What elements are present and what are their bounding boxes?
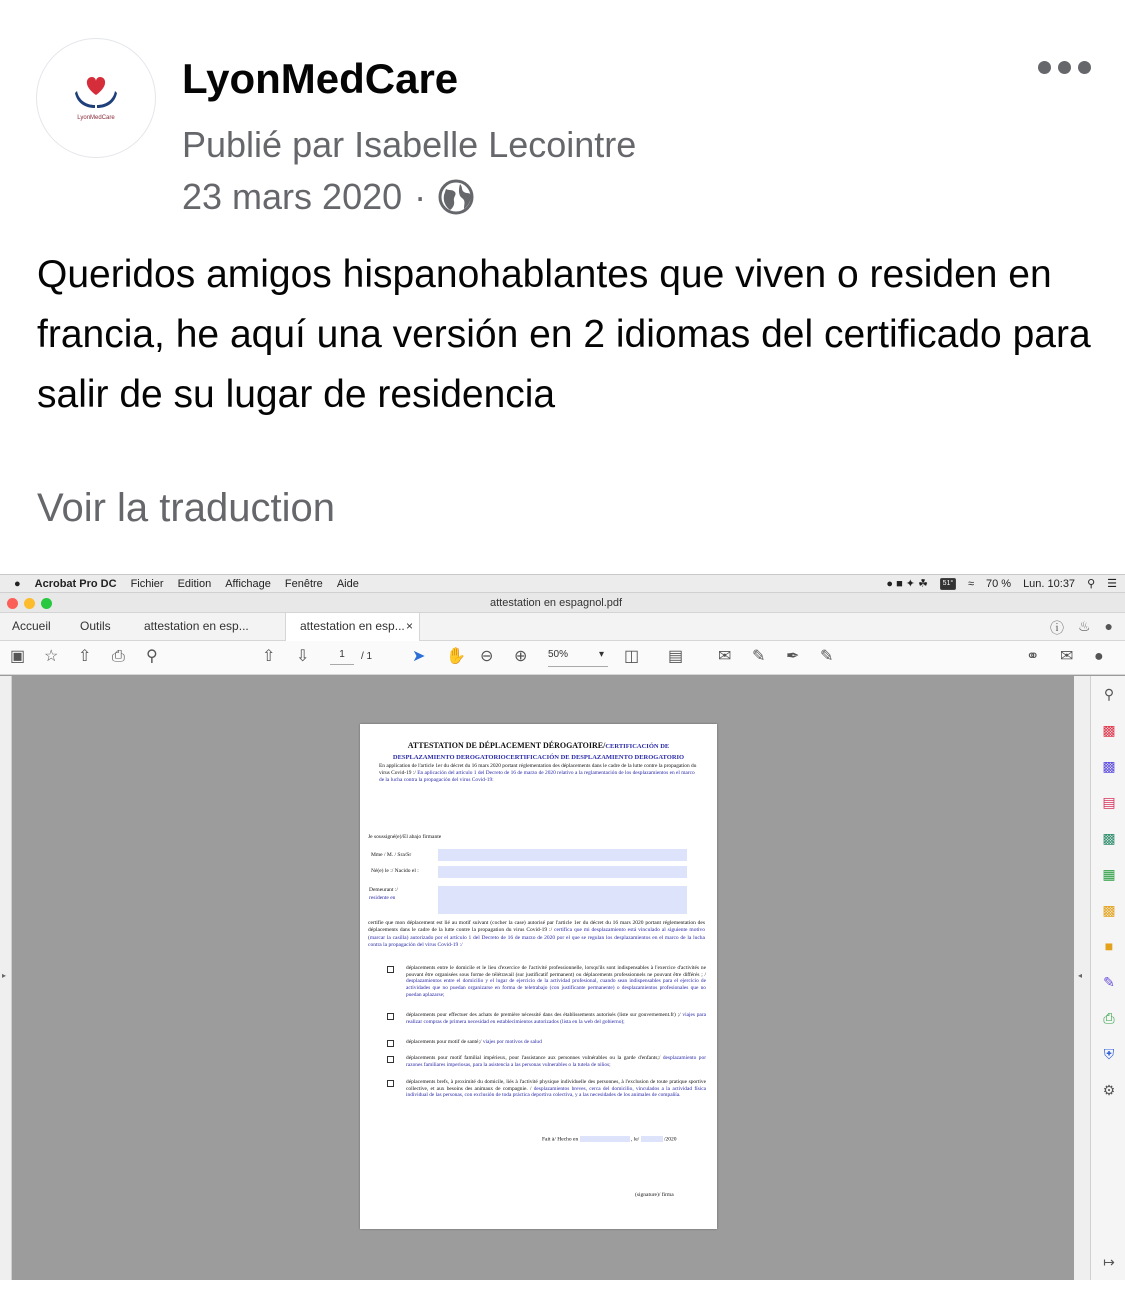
done-at-label: Fait à/ Hecho en xyxy=(542,1136,579,1143)
create-pdf-icon: ▩ xyxy=(1102,722,1116,738)
acrobat-tabbar xyxy=(0,613,1125,641)
collapse-pane-icon: ↦ xyxy=(1103,1254,1115,1270)
status-icons: ● ■ ✦ ☘ xyxy=(886,578,928,590)
menubar-status xyxy=(886,577,1117,590)
pdf-certify-fr: certifie que mon déplacement est lié au motif suivant (cocher la case) autorisé par l'article 1er du décret du 16 mars 2020 portant réglementation des déplacements dans le cadre de la lutte contre la propagation du virus Covid-19 :/ xyxy=(368,920,705,934)
reason-fr: déplacements pour effectuer des achats de première nécessité dans des établissements autorisés (liste sur gouvernement.fr) ;/ xyxy=(406,1012,681,1018)
pdf-certify xyxy=(368,920,705,950)
page-avatar[interactable] xyxy=(36,38,156,158)
tab-close-icon: × xyxy=(405,619,413,633)
menu-item-view: Affichage xyxy=(225,577,271,590)
zoom-search-icon: ⚲ xyxy=(146,648,158,665)
zoom-out-icon: ⊖ xyxy=(480,648,494,665)
mac-menubar xyxy=(0,575,1125,593)
collapse-right-icon: ◂ xyxy=(1078,971,1083,980)
post-date[interactable]: 23 mars 2020 xyxy=(182,176,403,217)
done-at-line xyxy=(542,1136,676,1142)
minimize-window-icon xyxy=(24,598,35,609)
reason-text xyxy=(406,965,706,999)
checkbox xyxy=(387,966,394,973)
pdf-title xyxy=(360,741,717,763)
pdf-page xyxy=(360,724,717,1229)
combine-icon: ▩ xyxy=(1102,830,1116,846)
reason-es: desplazamiento por razones familiares imperiosas, para la asistencia a las personas vulnerables o la tutela de niños; xyxy=(406,1055,706,1068)
pdf-intro-fr: En application de l'article 1er du décret du 16 mars 2020 portant réglementation des déplacements dans le cadre de la lutte contre la propagation du virus Covid-19 :/ xyxy=(379,763,697,776)
tab-tools: Outils xyxy=(80,619,111,633)
search-tool-icon: ⚲ xyxy=(1103,686,1115,702)
reason-text xyxy=(406,1039,706,1046)
link-icon: ⚭ xyxy=(1026,648,1040,665)
pdf-intro xyxy=(379,763,699,784)
place-field xyxy=(580,1136,630,1142)
window-title: attestation en espagnol.pdf xyxy=(490,597,623,609)
wifi-icon: ≈ xyxy=(967,577,974,590)
more-options-button[interactable] xyxy=(1038,58,1098,76)
reason-text xyxy=(406,1079,706,1099)
page-name-link[interactable]: LyonMedCare xyxy=(182,55,459,102)
checkbox xyxy=(387,1080,394,1087)
window-controls xyxy=(7,598,52,609)
page-up-icon: ⇧ xyxy=(262,648,276,665)
fill-and-sign-icon: ✎ xyxy=(1103,974,1115,990)
signature-label: (signature)/ firma xyxy=(635,1192,674,1198)
account-icon: ● xyxy=(1104,618,1113,634)
zoom-level-value: 50% xyxy=(548,649,569,660)
pdf-signer: Je soussigné(e)/El abajo firmante xyxy=(368,834,442,840)
highlight-pen-icon: ✎ xyxy=(752,648,766,665)
page-total: / 1 xyxy=(361,651,373,662)
menu-item-help: Aide xyxy=(336,577,359,590)
more-tools-icon: ⚙ xyxy=(1102,1082,1116,1098)
edit-pdf-icon: ▦ xyxy=(1102,866,1116,882)
sign-icon: ✒ xyxy=(786,648,800,665)
post-text: Queridos amigos hispanohablantes que viven o residen en francia, he aquí una versión en 2 idiomas del certificado para salir de su lugar de residencia xyxy=(37,253,1091,416)
pdf-title-es-1: CERTIFICACIÓN DE xyxy=(605,743,670,750)
organize-pages-icon: ▤ xyxy=(1102,794,1116,810)
birth-field xyxy=(438,866,687,878)
reason-fr: déplacements entre le domicile et le lieu d'exercice de l'activité professionnelle, lorsqu'ils sont indispensables à l'exercice d'activités ne pouvant être organisées sous forme de télétravail (sur justificatif permanent) ou déplacements professionnels ne pouvant être différés ; / xyxy=(406,965,706,978)
see-translation-link[interactable]: Voir la traduction xyxy=(37,486,335,530)
post-meta xyxy=(182,176,474,218)
temp-badge: 51° xyxy=(940,578,956,590)
comment-tool-icon: ■ xyxy=(1104,938,1114,954)
logo-caption: LyonMedCare xyxy=(77,115,115,121)
menu-item-edit: Edition xyxy=(177,577,212,590)
page-down-icon: ⇩ xyxy=(296,648,310,665)
help-icon: ⓘ xyxy=(1049,620,1064,636)
battery-label: 70 % xyxy=(985,577,1012,590)
clock: Lun. 10:37 xyxy=(1023,577,1076,590)
dot-icon xyxy=(1078,61,1091,74)
tab-doc-2-label: attestation en esp... xyxy=(300,619,405,633)
page-number-input: 1 xyxy=(330,649,354,665)
menu-item-file: Fichier xyxy=(130,577,164,590)
checkbox xyxy=(387,1056,394,1063)
comment-icon: ✉ xyxy=(718,648,732,665)
menu-item-window: Fenêtre xyxy=(284,577,323,590)
pdf-address-label-es: residente en xyxy=(369,895,396,901)
select-cursor-icon: ➤ xyxy=(412,648,426,665)
reason-text xyxy=(406,1055,706,1068)
heart-hands-logo-icon xyxy=(73,75,119,113)
pdf-address-label-fr: Demeurant :/ xyxy=(369,887,398,893)
reason-es: viajes para realizar compras de primera necesidad en establecimientos autorizados (lista en la web del gobierno); xyxy=(406,1012,706,1025)
pdf-title-es-2: DESPLAZAMIENTO DEROGATORIOCERTIFICACIÓN DE DESPLAZAMIENTO DEROGATORIO xyxy=(392,754,685,761)
reason-text xyxy=(406,1012,706,1025)
scroll-mode-icon: ▤ xyxy=(668,648,684,665)
pdf-birth-label: Né(e) le :/ Nacido el : xyxy=(371,868,419,874)
scrollbar xyxy=(1074,676,1090,1280)
pdf-title-fr: ATTESTATION DE DÉPLACEMENT DÉROGATOIRE/ xyxy=(407,741,606,750)
address-field xyxy=(438,886,687,914)
reason-fr: déplacements pour motif familial impérieux, pour l'assistance aux personnes vulnérables ou la garde d'enfants;/ xyxy=(406,1055,661,1061)
globe-icon xyxy=(438,179,474,215)
reason-es: viajes por motivos de salud xyxy=(482,1039,542,1045)
date-field xyxy=(641,1136,663,1142)
acrobat-toolbar xyxy=(0,641,1125,675)
date-sep: , le/ xyxy=(630,1136,640,1143)
tab-doc-1: attestation en esp... xyxy=(144,619,249,633)
zoom-window-icon xyxy=(41,598,52,609)
window-titlebar xyxy=(0,593,1125,613)
tab-doc-2 xyxy=(285,613,420,641)
author-line[interactable]: Publié par Isabelle Lecointre xyxy=(182,124,637,165)
fit-page-icon: ◫ xyxy=(624,648,640,665)
chevron-down-icon: ▾ xyxy=(598,649,604,660)
prepare-form-icon: ▩ xyxy=(1102,902,1116,918)
checkbox xyxy=(387,1013,394,1020)
meta-separator: · xyxy=(414,176,427,217)
reason-es: desplazamientos entre el domicilio y el lugar de ejercicio de la actividad profesional, cuando sean indispensables para el ejercicio de actividades que no puedan organizarse en forma de teletrabajo (con justificante permanente) o desplazamientos profesionales que no puedan aplazarse; xyxy=(406,978,706,998)
reason-es: desplazamientos breves, cerca del domicilio, vinculados a la actividad física individual de las personas, con exclusión de toda práctica deportiva colectiva, y a las necesidades de los animales de compañía. xyxy=(406,1085,706,1099)
close-window-icon xyxy=(7,598,18,609)
zoom-level-select xyxy=(548,649,608,667)
menu-app-name: Acrobat Pro DC xyxy=(34,577,117,590)
protect-icon: ⛨ xyxy=(1103,1046,1115,1062)
export-pdf-icon: ▩ xyxy=(1102,758,1116,774)
bookmark-star-icon: ☆ xyxy=(44,648,59,665)
hand-tool-icon: ✋ xyxy=(446,648,466,665)
fill-sign-icon: ✎ xyxy=(820,648,834,665)
dot-icon xyxy=(1038,61,1051,74)
pdf-name-label: Mme / M. / Sra/Sr xyxy=(371,852,412,858)
pdf-certify-es: certifica que mi desplazamiento está vinculado al siguiente motivo (marcar la casilla) autorizado por el artículo 1 del Decreto de 16 de marzo de 2020 por el que se regulan los desplazamientos en el marco de la lucha contra la propagación del virus Covid-19 :/ xyxy=(368,927,706,949)
upload-icon: ⇧ xyxy=(78,648,92,665)
left-nav-collapsed xyxy=(0,676,12,1280)
scan-icon: ⎙ xyxy=(1103,1010,1115,1026)
email-icon: ✉ xyxy=(1060,648,1074,665)
list-icon: ☰ xyxy=(1107,578,1117,590)
save-icon: ▣ xyxy=(10,648,26,665)
expand-left-icon: ▸ xyxy=(2,971,7,980)
bell-icon: ♨ xyxy=(1077,618,1091,634)
checkbox xyxy=(387,1040,394,1047)
print-icon: ⎙ xyxy=(112,648,125,665)
tabbar-right-icons xyxy=(1050,618,1113,638)
apple-icon: ● xyxy=(14,577,21,590)
tab-home: Accueil xyxy=(12,619,51,633)
zoom-in-icon: ⊕ xyxy=(514,648,528,665)
add-user-icon: ● xyxy=(1094,648,1104,665)
year-label: /2020 xyxy=(663,1136,677,1143)
tools-pane xyxy=(1090,676,1125,1280)
reason-fr: déplacements brefs, à proximité du domicile, liés à l'activité physique individuelle des personnes, à l'exclusion de toute pratique sportive collective, et aux besoins des animaux de compagnie. / xyxy=(406,1079,706,1092)
name-field xyxy=(438,849,687,861)
pdf-intro-es: En aplicación del artículo 1 del Decreto de 16 de marzo de 2020 relativo a la reglamentación de los desplazamientos en el marco de la lucha contra la propagación del virus Covid-19: xyxy=(379,770,695,783)
reason-fr: déplacements pour motif de santé;/ xyxy=(406,1039,482,1045)
search-icon: ⚲ xyxy=(1087,578,1096,590)
dot-icon xyxy=(1058,61,1071,74)
